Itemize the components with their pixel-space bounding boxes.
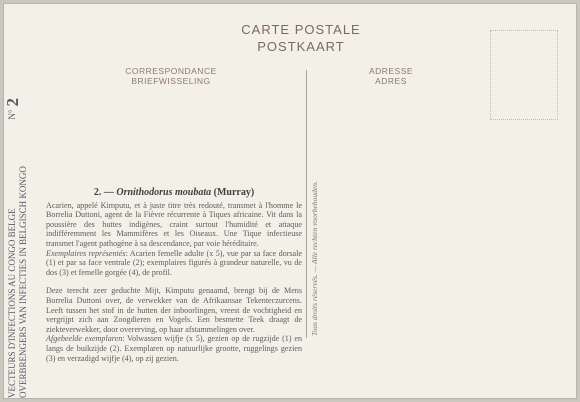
examples-fr	[46, 249, 302, 278]
description-nl: Deze terecht zeer geduchte Mijt, Kimputu genaamd, brengt bij de Mens Borrelia Duttoni over, de verwekker van de Afrikaansae Tekenteczurcens. Leeft tussen het stof in de hutten der inboorlingen, vreest de vochtigheid en vergrijpt zich aan Zoogdieren en Vogels. Een besmette Teek draagt de ziekteverwekker, door overerving, op haar afstammelingen over.	[46, 286, 302, 334]
correspondence-label-fr: CORRESPONDANCE	[125, 66, 217, 76]
species-heading	[46, 188, 302, 198]
species-author: (Murray)	[213, 187, 255, 198]
stamp-box	[490, 30, 558, 120]
series-caption	[3, 98, 33, 398]
examples-fr-text: : Acarien femelle adulte (x 5), vue par sa face dorsale (1) et par sa face ventrale (2); exemplaires figurés à grandeur naturelle, vu de dos (3) et femelle gorgée (4), de profil.	[46, 248, 302, 277]
correspondence-label	[116, 66, 226, 86]
series-line-nl	[18, 98, 29, 398]
series-number-value: 2	[3, 98, 22, 107]
card-title-fr: CARTE POSTALE	[241, 22, 361, 37]
series-line-nl-text: OVERBRENGERS VAN INFECTIES IN BELGISCH KONGO	[17, 166, 28, 398]
series-number-label: N°	[7, 109, 17, 120]
rights-notice: Tous droits réservés. — Alle rechten voorbehouden.	[310, 181, 319, 336]
postcard-back	[3, 3, 577, 399]
series-number	[3, 98, 22, 120]
description-block	[46, 188, 302, 363]
heading-prefix: 2. —	[93, 187, 114, 198]
center-divider	[306, 70, 307, 338]
address-label-nl: ADRES	[375, 76, 407, 86]
series-line-fr-text: VECTEURS D'INFECTIONS AU CONGO BELGE	[7, 208, 17, 398]
card-title-nl: POSTKAART	[257, 39, 345, 54]
series-line-fr	[7, 98, 18, 398]
description-fr: Acarien, appelé Kimputu, et à juste titre très redouté, transmet à l'homme le Borrelia Duttoni, agent de la Fièvre récurrente à Tiques africaine. Vit dans la poussière des huttes indigènes, craint surtout l'humidité et attaque indifféremment les Mammifères et les Oiseaux. Une Tique infectieuse transmet l'agent pathogène à sa descendance, par voie héréditaire.	[46, 200, 302, 248]
address-label	[356, 66, 426, 86]
examples-nl-label: Afgebeelde exemplaren	[46, 334, 123, 344]
examples-nl-text: : Volwassen wijfje (x 5), gezien op de rugzijde (1) en langs de buikzijde (2). Exemplaren op natuurlijke grootte, ruggelings gezien (3) en verzadigd wijfje (4), op zij gezien.	[46, 334, 302, 363]
examples-fr-label: Exemplaires représentés	[46, 248, 126, 258]
address-label-fr: ADRESSE	[368, 66, 414, 76]
correspondence-label-nl: BRIEFWISSELING	[131, 76, 211, 86]
species-name: Ornithodorus moubata	[116, 187, 212, 198]
examples-nl	[46, 334, 302, 363]
